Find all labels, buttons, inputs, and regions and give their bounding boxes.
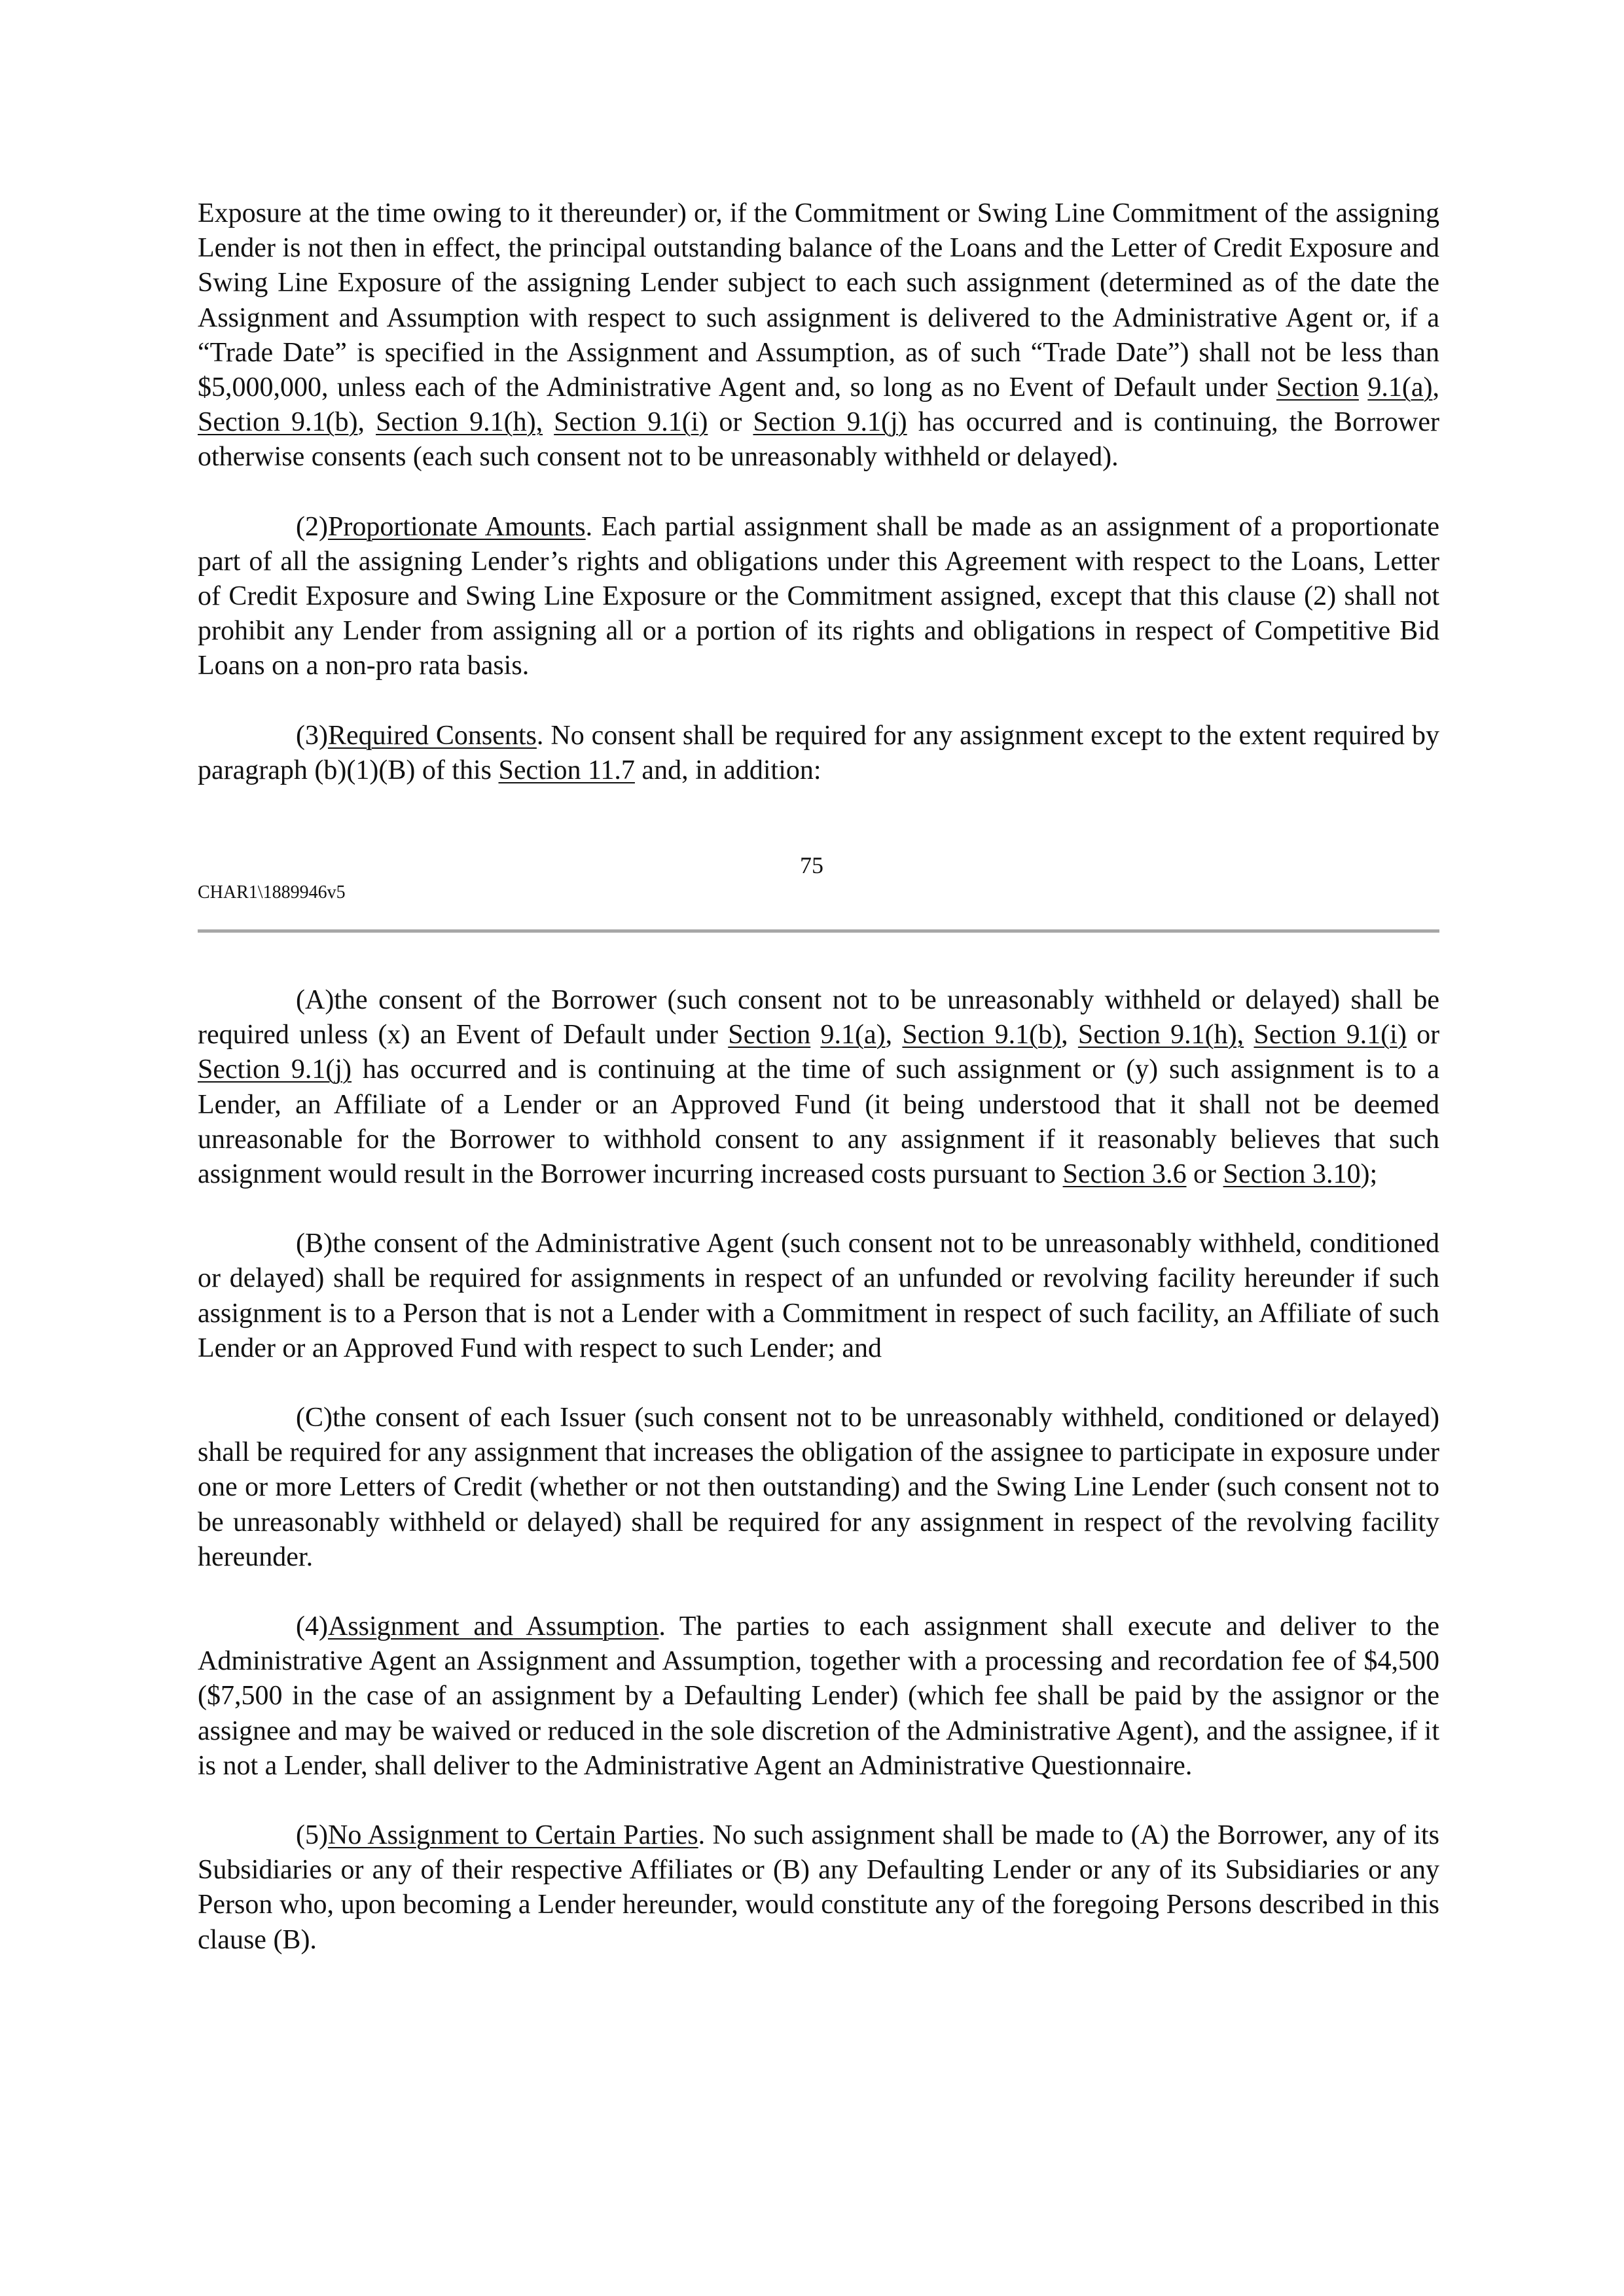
section-ref-link[interactable]: Section 9.1(h), — [376, 407, 543, 438]
section-ref-link[interactable]: Section — [728, 1020, 811, 1050]
paragraph-c-issuer-consent — [198, 1401, 1439, 1575]
clause-number: (5) — [296, 1820, 328, 1851]
section-ref-link[interactable]: Section 9.1(i) — [1254, 1020, 1407, 1050]
section-ref-link[interactable]: Section 9.1(b) — [198, 407, 358, 438]
paragraph-text: and, in addition: — [634, 755, 821, 785]
page-number: 75 — [800, 852, 823, 878]
clause-number: (2) — [296, 511, 328, 542]
connector-text: or — [708, 407, 753, 438]
clause-title: Proportionate Amounts — [327, 511, 586, 542]
clause-number: (3) — [296, 720, 328, 751]
clause-title: Assignment and Assumption — [327, 1611, 659, 1642]
clause-number: (C) — [296, 1403, 333, 1433]
paragraph-3-required-consents — [198, 719, 1439, 788]
paragraph-4-assignment-and-assumption — [198, 1609, 1439, 1784]
paragraph-text: . The parties to each assignment shall execute and deliver to the Administrative Agent an Assignment and Assumption, together with a processing and recordation fee of $4,500 ($7,500 in the case of an assignment by a Defaulting Lender) (which fee shall be paid by the assignor or the assignee and may be waived or reduced in the sole discretion of the Administrative Agent), and the assignee, if it is not a Lender, shall deliver to the Administrative Agent an Administrative Questionnaire. — [198, 1611, 1439, 1781]
section-ref-link[interactable]: 9.1(a) — [820, 1020, 886, 1050]
clause-number: (4) — [296, 1611, 328, 1642]
paragraph-text: . No such assignment shall be made to (A) the Borrower, any of its Subsidiaries or any of their respective Affiliates or (B) any Defaulting Lender or any of its Subsidiaries or any Person who, upon becoming a Lender hereunder, would constitute any of the foregoing Persons described in this clause (B). — [198, 1820, 1439, 1955]
page-2-body — [198, 983, 1439, 1958]
section-ref-link[interactable]: Section 9.1(j) — [753, 407, 907, 438]
section-ref-link[interactable]: Section 3.6 — [1062, 1159, 1187, 1190]
paragraph-continued: Exposure at the time owing to it thereunder) or, if the Commitment or Swing Line Commitment of the assigning Lender is not then in effect, the principal outstanding balance of the Loans and the Letter of Credit Exposure and Swing Line Exposure of the assigning Lender subject to each such assignment (determined as of the date the Assignment and Assumption with respect to such assignment is delivered to the Administrative Agent or, if a “Trade Date” is specified in the Assignment and Assumption, as of such “Trade Date”) shall not be less than $5,000,000, unless each of the Administrative Agent and, so long as no Event of Default under Section 9.1(a), Section 9.1(b), Section 9.1(h), Section 9.1(i) or Section 9.1(j) has occurred and is continuing, the Borrower otherwise consents (each such consent not to be unreasonably withheld or delayed). — [198, 198, 1439, 473]
paragraph-text: has occurred and is continuing at the time of such assignment or (y) such assignment is to a Lender, an Affiliate of a Lender or an Approved Fund (it being understood that it shall not be deemed unreasonable for the Borrower to withhold consent to any assignment if it reasonably believes that such assignment would result in the Borrower incurring increased costs pursuant to — [198, 1054, 1439, 1190]
paragraph-2-proportionate-amounts — [198, 510, 1439, 684]
clause-title: No Assignment to Certain Parties — [327, 1820, 698, 1851]
section-ref-link[interactable]: 9.1(a) — [1367, 372, 1433, 403]
connector-text: or — [1406, 1020, 1440, 1050]
clause-number: (B) — [296, 1229, 333, 1259]
paragraph-text: . Each partial assignment shall be made as an assignment of a proportionate part of all the assigning Lender’s rights and obligations under this Agreement with respect to the Loans, Letter of Credit Exposure and Swing Line Exposure or the Commitment assigned, except that this clause (2) shall not prohibit any Lender from assigning all or a portion of its rights and obligations in respect of Competitive Bid Loans on a non-pro rata basis. — [198, 511, 1439, 681]
page-1-body — [198, 196, 1439, 788]
paragraph-text: . No consent shall be required for any assignment except to the extent required by paragraph (b)(1)(B) of this — [198, 720, 1439, 785]
paragraph-5-no-assignment-certain-parties — [198, 1818, 1439, 1958]
paragraph-text: has occurred and is continuing, the Borrower otherwise consents (each such consent not to be unreasonably withheld or delayed). — [198, 407, 1439, 473]
paragraph-text: Exposure at the time owing to it thereunder) or, if the Commitment or Swing Line Commitment of the assigning Lender is not then in effect, the principal outstanding balance of the Loans and the Letter of Credit Exposure and Swing Line Exposure of the assigning Lender subject to each such assignment (determined as of the date the Assignment and Assumption with respect to such assignment is delivered to the Administrative Agent or, if a “Trade Date” is specified in the Assignment and Assumption, as of such “Trade Date”) shall not be less than $5,000,000, unless each of the Administrative Agent and, so long as no Event of Default under — [198, 198, 1439, 403]
section-ref-link[interactable]: Section 9.1(h), — [1077, 1020, 1244, 1050]
clause-number: (A) — [296, 985, 334, 1015]
paragraph-text: the consent of the Borrower (such consent not to be unreasonably withheld or delayed) shall be required unless (x) an Event of Default under — [198, 985, 1439, 1050]
document-id: CHAR1\1889946v5 — [198, 882, 346, 903]
paragraph-b-agent-consent — [198, 1227, 1439, 1366]
page-separator — [198, 929, 1439, 933]
paragraph-text: the consent of each Issuer (such consent not to be unreasonably withheld, conditioned or delayed) shall be required for any assignment that increases the obligation of the assignee to participate in exposure under one or more Letters of Credit (whether or not then outstanding) and the Swing Line Lender (such consent not to be unreasonably withheld or delayed) shall be required for any assignment in respect of the revolving facility hereunder. — [198, 1403, 1439, 1572]
section-ref-link[interactable]: Section 11.7 — [498, 755, 635, 785]
section-ref-link[interactable]: Section 9.1(j) — [198, 1054, 352, 1085]
paragraph-text: ); — [1360, 1159, 1378, 1190]
clause-title: Required Consents — [327, 720, 537, 751]
section-ref-link[interactable]: Section — [1276, 372, 1359, 403]
section-ref-link[interactable]: Section 9.1(i) — [554, 407, 708, 438]
section-ref-link[interactable]: Section 9.1(b) — [902, 1020, 1062, 1050]
paragraph-text: the consent of the Administrative Agent (such consent not to be unreasonably withheld, conditioned or delayed) shall be required for assignments in respect of an unfunded or revolving facility hereunder if such assignment is to a Person that is not a Lender with a Commitment in respect of such facility, an Affiliate of such Lender or an Approved Fund with respect to such Lender; and — [198, 1229, 1439, 1363]
paragraph-a-borrower-consent: (A)the consent of the Borrower (such consent not to be unreasonably withheld or delayed) shall be required unless (x) an Event of Default under Section 9.1(a), Section 9.1(b), Section 9.1(h), Section 9.1(i) or Section 9.1(j) has occurred and is continuing at the time of such assignment or (y) such assignment is to a Lender, an Affiliate of a Lender or an Approved Fund (it being understood that it shall not be deemed unreasonable for the Borrower to withhold consent to any assignment if it reasonably believes that such assignment would result in the Borrower incurring increased costs pursuant to Section 3.6 or Section 3.10); — [198, 985, 1440, 1190]
section-ref-link[interactable]: Section 3.10 — [1223, 1159, 1361, 1190]
